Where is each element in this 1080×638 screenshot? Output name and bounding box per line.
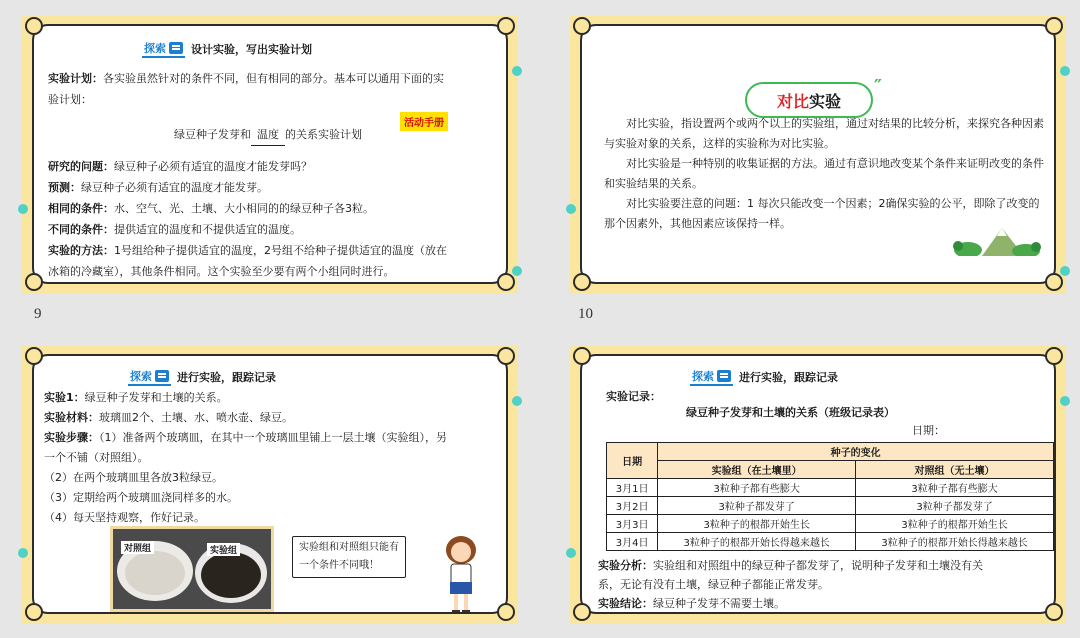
teal-dot: [18, 204, 28, 214]
corner-decoration: [497, 603, 515, 621]
table-row: 3月1日 3粒种子都有些膨大 3粒种子都有些膨大: [607, 479, 1054, 497]
corner-decoration: [25, 273, 43, 291]
contrast-experiment-title: 对比 实验: [745, 82, 873, 118]
slide-11[interactable]: [22, 346, 518, 624]
corner-decoration: [573, 17, 591, 35]
corner-decoration: [573, 347, 591, 365]
photo-label-experiment: 实验组: [207, 543, 240, 556]
table-header-date: 日期: [607, 443, 658, 479]
slide-10-body: 对比实验，指设置两个或两个以上的实验组，通过对结果的比较分析，来探究各种因素与实验对象的关系，这样的实验称为对比实验。 对比实验是一种特别的收集证据的方法。通过有意识地改变某个条件来证明改变的条件和实验结果的关系。 对比实验要注意的问题：1 每次只能改变一个因素；2确保实验的公平，即除了改变的那个因素外，其他因素应该保持一样。: [604, 117, 1044, 230]
record-label: 实验记录：: [606, 390, 661, 403]
slide-10[interactable]: [570, 16, 1066, 294]
speech-bubble: 实验组和对照组只能有 一个条件不同哦！: [292, 536, 406, 578]
corner-decoration: [1045, 347, 1063, 365]
teal-dot: [18, 548, 28, 558]
slide-9[interactable]: [22, 16, 518, 294]
teal-dot: [512, 396, 522, 406]
table-row: 3月3日 3粒种子的根都开始生长 3粒种子的根都开始生长: [607, 515, 1054, 533]
teal-dot: [1060, 66, 1070, 76]
table-title: 绿豆种子发芽和土壤的关系（班级记录表）: [686, 406, 895, 419]
corner-decoration: [497, 273, 515, 291]
teal-dot: [1060, 266, 1070, 276]
table-header-experiment: 实验组（在土壤里）: [658, 461, 856, 479]
record-table: [606, 442, 1054, 551]
plan-heading: 绿豆种子发芽和 温度 的关系实验计划: [174, 124, 362, 146]
corner-decoration: [1045, 603, 1063, 621]
table-header-control: 对照组（无土壤）: [856, 461, 1054, 479]
explore-badge: 探索: [690, 368, 733, 386]
petri-dish-photo: [110, 526, 274, 612]
slide-11-body: 实验1：绿豆种子发芽和土壤的关系。 实验材料：玻璃皿2个、土壤、水、喷水壶、绿豆。 实验步骤：（1）准备两个玻璃皿，在其中一个玻璃皿里铺上一层土壤（实验组），另 一个不铺（对照组）。 （2）在两个玻璃皿里各放3粒绿豆。 （3）定期给两个玻璃皿浇同样多的水。 （4）每天坚持观察，作好记录。: [44, 391, 447, 524]
hills-decoration-icon: [952, 222, 1042, 256]
slide-12-content: [580, 354, 1056, 614]
corner-decoration: [497, 17, 515, 35]
teal-dot: [1060, 396, 1070, 406]
explore-badge: 探索: [128, 368, 171, 386]
table-header-change: 种子的变化: [658, 443, 1054, 461]
explore-badge: 探索: [142, 40, 185, 58]
slide-12-title: [690, 368, 838, 386]
corner-decoration: [573, 603, 591, 621]
corner-decoration: [1045, 17, 1063, 35]
slide-9-body: 实验计划：各实验虽然针对的条件不同，但有相同的部分。基本可以通用下面的实 验计划：: [48, 72, 444, 106]
slide-9-content: [32, 24, 508, 284]
activity-handbook-button[interactable]: 活动手册: [400, 112, 448, 131]
date-label: 日期：: [912, 424, 945, 437]
quote-mark-icon: ″: [874, 76, 883, 97]
corner-decoration: [497, 347, 515, 365]
page-number-10: 10: [578, 306, 593, 322]
teal-dot: [566, 548, 576, 558]
plan-details: 研究的问题：绿豆种子必须有适宜的温度才能发芽吗？ 预测：绿豆种子必须有适宜的温度才能发芽。 相同的条件：水、空气、光、土壤、大小相同的的绿豆种子各3粒。 不同的条件：提供适宜的温度和不提供适宜的温度。 实验的方法：1号组给种子提供适宜的温度，2号组不给种子提供适宜的温度（放在 冰箱的冷藏室），其他条件相同。这个实验至少要有两个小组同时进行。: [48, 160, 447, 278]
slide-12[interactable]: [570, 346, 1066, 624]
slide-9-title-text: 设计实验，写出实验计划: [191, 43, 312, 56]
corner-decoration: [25, 347, 43, 365]
slide-11-title: [128, 368, 276, 386]
table-row: 3月4日 3粒种子的根都开始长得越来越长 3粒种子的根都开始长得越来越长: [607, 533, 1054, 551]
photo-label-control: 对照组: [121, 541, 154, 554]
slide-11-content: [32, 354, 508, 614]
document-icon: [155, 370, 169, 382]
slide-9-title: [142, 40, 312, 58]
corner-decoration: [1045, 273, 1063, 291]
page-number-9: 9: [34, 306, 42, 322]
document-icon: [717, 370, 731, 382]
corner-decoration: [573, 273, 591, 291]
corner-decoration: [25, 603, 43, 621]
document-icon: [169, 42, 183, 54]
girl-character-icon: [436, 534, 486, 614]
slide-10-content: [580, 24, 1056, 284]
slide-12-title-text: 进行实验，跟踪记录: [739, 371, 838, 384]
corner-decoration: [25, 17, 43, 35]
analysis-section: 实验分析：实验组和对照组中的绿豆种子都发芽了，说明种子发芽和土壤没有关 系，无论有没有土壤，绿豆种子都能正常发芽。 实验结论：绿豆种子发芽不需要土壤。: [598, 559, 983, 610]
teal-dot: [512, 66, 522, 76]
table-row: 3月2日 3粒种子都发芽了 3粒种子都发芽了: [607, 497, 1054, 515]
teal-dot: [512, 266, 522, 276]
heading-fill-blank: 温度: [251, 124, 285, 146]
slide-11-title-text: 进行实验，跟踪记录: [177, 371, 276, 384]
teal-dot: [566, 204, 576, 214]
